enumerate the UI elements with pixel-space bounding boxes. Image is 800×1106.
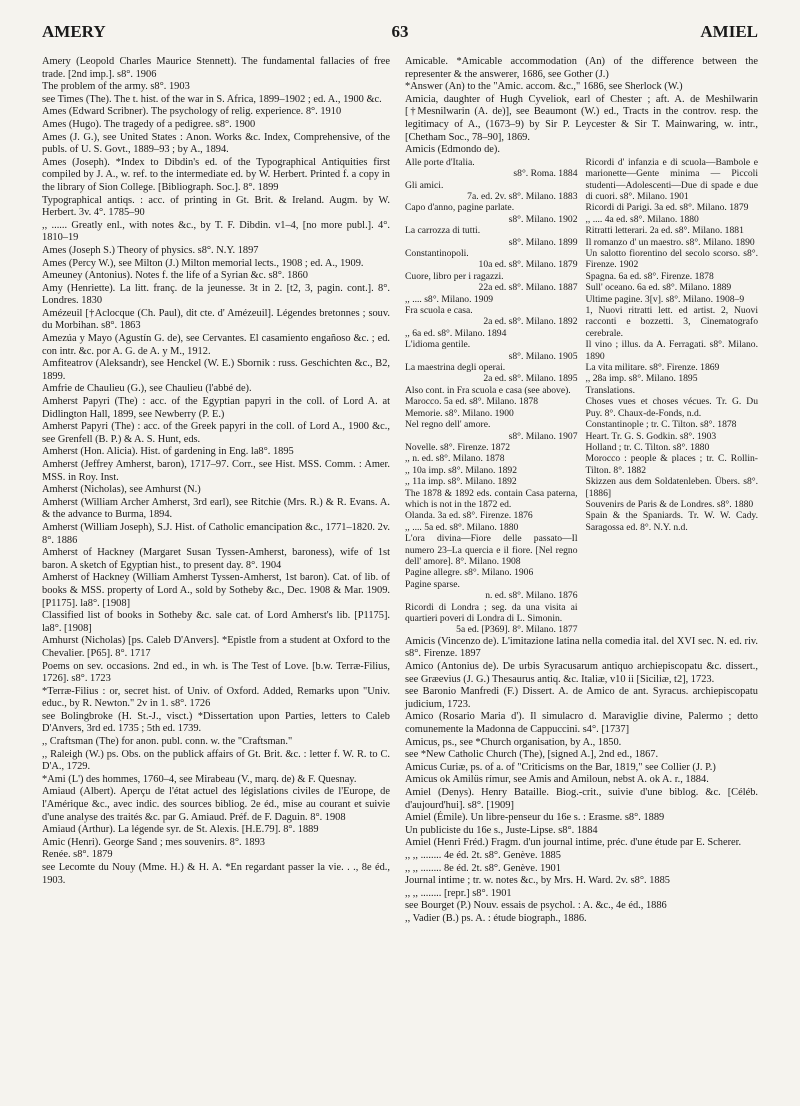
catalogue-entry: Amiaud (Arthur). La légende syr. de St. Alexis. [H.E.79]. 8°. 1889 bbox=[42, 824, 319, 836]
catalogue-entry: Ames (Joseph). *Index to Dibdin's ed. of the Typographical Antiquities first compiled by J. A., w. ref. to the intermediate ed. by W. Herbert. Printed f. a copy in the library of Sion College. [Bibliograph. Soc.]. 8°. 1899 bbox=[42, 156, 390, 193]
catalogue-entry: Amico (Rosario Maria d'). Il simulacro d. Maraviglie divine, Palermo ; detto comunemente la Madonna de Cappuccini. s4°. [1737] bbox=[405, 711, 758, 735]
work-title: Pagine allegre. s8°. Milano. 1906 bbox=[405, 567, 534, 579]
catalogue-entry: see Baronio Manfredi (F.) Dissert. A. de Amico de ant. Syracus. archiepiscopatu judicium, 1723. bbox=[405, 686, 758, 710]
work-title: La carrozza di tutti. bbox=[405, 225, 481, 237]
amicis-work-item: Heart. Tr. G. S. Godkin. s8°. 1903 bbox=[585, 430, 717, 442]
catalogue-entry: Classified list of books in Sotheby &c. sale cat. of Lord Amherst's lib. [P1175]. la8°. [1908] bbox=[42, 610, 390, 634]
catalogue-entry: Amicus, ps., see *Church organisation, by A., 1850. bbox=[405, 736, 622, 748]
catalogue-entry: ,, ,, ........ 4e éd. 2t. s8°. Genève. 1885 bbox=[405, 849, 561, 861]
work-title: L'ora divina—Fiore delle passato—Il numero 23–La quercia e il fiore. [Nel regno dell' amore]. 8°. Milano. 1908 bbox=[405, 533, 578, 567]
amicis-works-block bbox=[405, 157, 758, 636]
amicis-work-item: Holland ; tr. C. Tilton. s8°. 1880 bbox=[585, 441, 710, 453]
work-imprint: 2a ed. s8°. Milano. 1892 bbox=[483, 316, 578, 328]
running-header bbox=[42, 22, 758, 46]
catalogue-entry: Journal intime ; tr. w. notes &c., by Mrs. H. Ward. 2v. s8°. 1885 bbox=[405, 875, 670, 887]
catalogue-entry: Amicis (Vincenzo de). L'imitazione latina nella comedia ital. del XVI sec. N. ed. riv. s8°. Firenze. 1897 bbox=[405, 635, 758, 660]
catalogue-entry: Amfiteatrov (Aleksandr), see Henckel (W. E.) Sbornik : russ. Geschichten &c., B2, 1899. bbox=[42, 358, 390, 382]
work-title: Memorie. s8°. Milano. 1900 bbox=[405, 407, 514, 419]
work-title: Fra scuola e casa. bbox=[405, 305, 473, 317]
work-imprint: s8°. Milano. 1902 bbox=[508, 213, 578, 225]
amicis-work-item bbox=[405, 157, 578, 180]
amicis-work-item bbox=[405, 488, 578, 511]
catalogue-entry: Amezúa y Mayo (Agustín G. de), see Cervantes. El casamiento engañoso &c. ; ed. con intr. &c. por A. G. de A. y M., 1912. bbox=[42, 333, 390, 357]
work-title: ,, 11a imp. s8°. Milano. 1892 bbox=[405, 476, 517, 488]
catalogue-entry: Amherst (Nicholas), see Amhurst (N.) bbox=[42, 484, 201, 496]
work-title: Olanda. 3a ed. s8°. Firenze. 1876 bbox=[405, 510, 533, 522]
catalogue-entry: Amicis (Edmondo de). bbox=[405, 144, 500, 156]
work-title: Ricordi di Londra ; seg. da una visita ai quartieri poveri di Londra di L. Simonin. bbox=[405, 601, 578, 624]
catalogue-entry: Amherst Papyri (The) : acc. of the Greek papyri in the coll. of Lord A., 1900 &c., see Grenfell (B. P.) & A. S. Hunt, eds. bbox=[42, 421, 390, 445]
right-column-bottom bbox=[405, 636, 758, 926]
amicis-work-item bbox=[405, 453, 578, 464]
work-title: ,, .... 5a ed. s8°. Milano. 1880 bbox=[405, 521, 519, 533]
amicis-work-item bbox=[405, 567, 578, 578]
work-title: L'idioma gentile. bbox=[405, 339, 471, 351]
catalogue-entry: Amfrie de Chaulieu (G.), see Chaulieu (l'abbé de). bbox=[42, 383, 252, 395]
amicis-work-item: Il romanzo d' un maestro. s8°. Milano. 1890 bbox=[585, 236, 755, 248]
amicis-works-left bbox=[405, 157, 578, 636]
catalogue-entry: Ames (Percy W.), see Milton (J.) Milton memorial lects., 1908 ; ed. A., 1909. bbox=[42, 257, 364, 269]
amicis-work-item bbox=[405, 225, 578, 248]
work-title: Gli amici. bbox=[405, 179, 444, 191]
work-imprint: 7a. ed. 2v. s8°. Milano. 1883 bbox=[467, 190, 578, 202]
work-imprint: s8°. Milano. 1899 bbox=[508, 236, 578, 248]
amicis-work-item: Skizzen aus dem Soldatenleben. Übers. s8°. [1886] bbox=[585, 476, 758, 499]
catalogue-entry: Ames (Joseph S.) Theory of physics. s8°. N.Y. 1897 bbox=[42, 244, 259, 256]
catalogue-entry: see *New Catholic Church (The), [signed A.], 2nd ed., 1867. bbox=[405, 749, 659, 761]
work-imprint: 2a ed. s8°. Milano. 1895 bbox=[483, 373, 578, 385]
catalogue-entry: Amherst (William Archer Amherst, 3rd earl), see Ritchie (Mrs. R.) & R. Evans. A. & the advance to Burma, 1894. bbox=[42, 496, 390, 521]
catalogue-entry: see Lecomte du Nouy (Mme. H.) & H. A. *En regardant passer la vie. . ., 8e éd., 1903. bbox=[42, 862, 390, 886]
catalogue-entry: Amiaud (Albert). Aperçu de l'état actuel des législations civiles de l'Europe, de l'Amérique &c., avec indic. des sources bibliog. 2e éd., mise au courant et suivie d'une analyse des traités &c. par G. Amiaud. Préf. de F. Daguin. 8°. 1908 bbox=[42, 786, 390, 823]
catalogue-entry: Amiel (Henri Fréd.) Fragm. d'un journal intime, préc. d'une étude par E. Scherer. bbox=[405, 837, 742, 849]
amicis-work-item bbox=[405, 305, 578, 328]
work-title: Also cont. in Fra scuola e casa (see above). bbox=[405, 384, 571, 396]
catalogue-entry: Ames (Hugo). The tragedy of a pedigree. s8°. 1900 bbox=[42, 118, 256, 130]
work-imprint: 5a ed. [P369]. 8°. Milano. 1877 bbox=[456, 624, 578, 636]
catalogue-entry: see Bourget (P.) Nouv. essais de psychol. : A. &c., 4e éd., 1886 bbox=[405, 900, 667, 912]
amicis-work-item: Ricordi d' infanzia e di scuola—Bambole e marionette—Gente minima — Piccoli studenti—Adolescenti—Due di spade e due di cuori. s8°. Milano. 1901 bbox=[585, 156, 758, 202]
catalogue-entry: ,, ,, ........ 8e éd. 2t. s8°. Genève. 1901 bbox=[405, 862, 561, 874]
amicis-work-item: ,, 28a imp. s8°. Milano. 1895 bbox=[585, 373, 698, 385]
work-title: ,, 10a imp. s8°. Milano. 1892 bbox=[405, 464, 518, 476]
left-column bbox=[42, 56, 390, 887]
right-column-top bbox=[405, 56, 758, 157]
work-imprint: s8°. Milano. 1907 bbox=[508, 430, 578, 442]
amicis-work-item bbox=[405, 465, 578, 476]
amicis-work-item bbox=[405, 202, 578, 225]
amicis-work-item bbox=[405, 602, 578, 636]
work-imprint: s8°. Milano. 1905 bbox=[508, 350, 578, 362]
catalogue-entry: Ames (J. G.), see United States : Anon. Works &c. Index, Comprehensive, of the publs. of U. S. Govt., 1889–93 ; by A., 1894. bbox=[42, 131, 390, 156]
amicis-work-item: Ricordi di Parigi. 3a ed. s8°. Milano. 1879 bbox=[585, 202, 749, 214]
catalogue-entry: see Bolingbroke (H. St.-J., visct.) *Dissertation upon Parties, letters to Caleb D'Anvers, 3rd ed. 1735 ; 5th ed. 1739. bbox=[42, 710, 390, 735]
catalogue-entry: Amherst of Hackney (William Amherst Tyssen-Amherst, 1st baron). Cat. of lib. of books & MSS. property of Lord A., sold by Sotheby &c., Dec. 1908 & Mar. 1909. [P1175]. la8°. [1908] bbox=[42, 572, 390, 609]
catalogue-entry: Ames (Edward Scribner). The psychology of relig. experience. 8°. 1910 bbox=[42, 106, 342, 118]
work-title: ,, .... s8°. Milano. 1909 bbox=[405, 293, 494, 305]
amicis-work-item bbox=[405, 385, 578, 396]
amicis-work-item bbox=[405, 579, 578, 602]
catalogue-entry: Amicus Curiæ, ps. of a. of "Criticisms on the Bar, 1819," see Collier (J. P.) bbox=[405, 761, 716, 773]
amicis-work-item: Ritratti letterari. 2a ed. s8°. Milano. 1881 bbox=[585, 225, 744, 237]
catalogue-entry: Amhurst (Nicholas) [ps. Caleb D'Anvers]. *Epistle from a student at Oxford to the Chevalier. [P65]. 8°. 1717 bbox=[42, 635, 390, 659]
catalogue-entry: Amézeuil [†Aclocque (Ch. Paul), dit cte. d' Amézeuil]. Légendes bretonnes ; souv. du Morbihan. s8°. 1863 bbox=[42, 307, 390, 332]
catalogue-entry: Amiel (Denys). Henry Bataille. Biog.-crit., suivie d'une biblog. &c. [Céléb. d'aujourd'hui]. s8°. [1909] bbox=[405, 786, 758, 811]
catalogue-entry: Typographical antiqs. : acc. of printing in Gt. Brit. & Ireland. Augm. by W. Herbert. 3v. 4°. 1785–90 bbox=[42, 194, 390, 219]
work-title: La maestrina degli operai. bbox=[405, 362, 506, 374]
page-number: 63 bbox=[391, 22, 409, 41]
catalogue-entry: Amherst Papyri (The) : acc. of the Egyptian papyri in the coll. of Lord A. at Didlington Hall, 1899, see Newberry (P. E.) bbox=[42, 396, 390, 420]
work-imprint: 22a ed. s8°. Milano. 1887 bbox=[478, 282, 578, 294]
catalogue-entry: Amherst (Hon. Alicia). Hist. of gardening in Eng. la8°. 1895 bbox=[42, 446, 294, 458]
amicis-work-item bbox=[405, 328, 578, 339]
amicis-work-item: Il vino ; illus. da A. Ferragati. s8°. Milano. 1890 bbox=[585, 339, 758, 362]
amicis-work-item bbox=[405, 419, 578, 442]
amicis-work-item: Sull' oceano. 6a ed. s8°. Milano. 1889 bbox=[585, 282, 732, 294]
amicis-work-item: ,, .... 4a ed. s8°. Milano. 1880 bbox=[585, 213, 699, 225]
amicis-work-item bbox=[405, 248, 578, 271]
work-title: The 1878 & 1892 eds. contain Casa paterna, which is not in the 1872 ed. bbox=[405, 487, 578, 510]
catalogue-entry: Amery (Leopold Charles Maurice Stennett). The fundamental fallacies of free trade. [2nd imp.]. s8°. 1906 bbox=[42, 56, 390, 80]
amicis-work-item: Constantinople ; tr. C. Tilton. s8°. 1878 bbox=[585, 419, 737, 431]
work-imprint: 10a ed. s8°. Milano. 1879 bbox=[478, 259, 578, 271]
amicis-work-item bbox=[405, 522, 578, 533]
work-title: Marocco. 5a ed. s8°. Milano. 1878 bbox=[405, 396, 539, 408]
work-title: Cuore, libro per i ragazzi. bbox=[405, 270, 504, 282]
amicis-work-item bbox=[405, 408, 578, 419]
catalogue-entry: ,, ,, ........ [repr.] s8°. 1901 bbox=[405, 887, 512, 899]
amicis-work-item bbox=[405, 533, 578, 567]
catalogue-entry: Amherst (William Joseph), S.J. Hist. of Catholic emancipation &c., 1771–1820. 2v. 8°. 1886 bbox=[42, 521, 390, 546]
catalogue-entry: *Ami (L') des hommes, 1760–4, see Mirabeau (V., marq. de) & F. Quesnay. bbox=[42, 773, 357, 785]
catalogue-entry: Amy (Henriette). La litt. franç. de la jeunesse. 3t in 2. [t2, 3, pagin. cont.]. 8°. Londres. 1830 bbox=[42, 282, 390, 307]
amicis-works-right bbox=[586, 157, 759, 636]
header-right-word: AMIEL bbox=[700, 22, 758, 41]
catalogue-entry: ,, Raleigh (W.) ps. Obs. on the publick affairs of Gt. Brit. &c. : letter f. W. R. to C. D'A., 1729. bbox=[42, 748, 390, 773]
catalogue-entry: Amic (Henri). George Sand ; mes souvenirs. 8°. 1893 bbox=[42, 836, 265, 848]
catalogue-entry: Amicus ok Amilüs rímur, see Amis and Amiloun, nebst A. ok A. r., 1884. bbox=[405, 774, 709, 786]
catalogue-entry: Amherst (Jeffrey Amherst, baron), 1717–97. Corr., see Hist. MSS. Comm. : Amer. MSS. in Roy. Inst. bbox=[42, 459, 390, 483]
amicis-work-item: Ultime pagine. 3[v]. s8°. Milano. 1908–9 bbox=[585, 293, 745, 305]
work-title: ,, n. ed. s8°. Milano. 1878 bbox=[405, 453, 505, 465]
amicis-work-item bbox=[405, 339, 578, 362]
work-title: Alle porte d'Italia. bbox=[405, 156, 475, 168]
work-title: Novelle. s8°. Firenze. 1872 bbox=[405, 441, 511, 453]
catalogue-entry: Ameuney (Antonius). Notes f. the life of a Syrian &c. s8°. 1860 bbox=[42, 270, 308, 282]
amicis-work-item: Translations. bbox=[585, 384, 635, 396]
amicis-work-item: La vita militare. s8°. Firenze. 1869 bbox=[585, 362, 720, 374]
catalogue-entry: ,, Vadier (B.) ps. A. : étude biograph., 1886. bbox=[405, 912, 587, 924]
work-title: Pagine sparse. bbox=[405, 578, 460, 590]
amicis-work-item bbox=[405, 294, 578, 305]
catalogue-entry: Un publiciste du 16e s., Juste-Lipse. s8°. 1884 bbox=[405, 824, 598, 836]
catalogue-entry: Renée. s8°. 1879 bbox=[42, 849, 113, 861]
amicis-work-item bbox=[405, 442, 578, 453]
catalogue-entry: *Answer (An) to the "Amic. accom. &c.," 1686, see Sherlock (W.) bbox=[405, 81, 683, 93]
catalogue-entry: Amicable. *Amicable accommodation (An) of the difference between the representer & the answerer, 1686, see Gother (J.) bbox=[405, 56, 758, 80]
amicis-work-item bbox=[405, 271, 578, 294]
amicis-work-item bbox=[405, 396, 578, 407]
catalogue-entry: *Terræ-Filius : or, secret hist. of Univ. of Oxford. Added, Remarks upon "Univ. educ., by R. Newton." 2v in 1. s8°. 1726 bbox=[42, 685, 390, 710]
work-imprint: n. ed. s8°. Milano. 1876 bbox=[485, 590, 578, 602]
amicis-work-item bbox=[405, 510, 578, 521]
work-title: Constantinopoli. bbox=[405, 248, 469, 259]
amicis-work-item: Un salotto fiorentino del secolo scorso. s8°. Firenze. 1902 bbox=[585, 248, 758, 271]
catalogue-entry: ,, ...... Greatly enl., with notes &c., by T. F. Dibdin. v1–4, [no more publ.]. 4°. 1810–19 bbox=[42, 219, 390, 244]
catalogue-entry: Poems on sev. occasions. 2nd ed., in wh. is The Test of Love. [b.w. Terræ-Filius, 1726]. s8°. 1723 bbox=[42, 660, 390, 685]
amicis-work-item: 1, Nuovi ritratti lett. ed artist. 2, Nuovi racconti e bozzetti. 3, Cinematografo cerebrale. bbox=[585, 305, 758, 339]
amicis-work-item bbox=[405, 362, 578, 385]
header-left-word: AMERY bbox=[42, 22, 106, 41]
catalogue-entry: ,, Craftsman (The) for anon. publ. conn. w. the "Craftsman." bbox=[42, 736, 293, 748]
amicis-work-item: Souvenirs de Paris & de Londres. s8°. 1880 bbox=[585, 498, 754, 510]
work-title: Capo d'anno, pagine parlate. bbox=[405, 202, 515, 214]
catalogue-entry: Amicia, daughter of Hugh Cyveliok, earl of Chester ; aft. A. de Meshilwarin [†Mesnilwarin (A. de)], see Beaumont (W.) ed., Tracts in the controv. resp. the legitimacy of A., (1673–9) by Sir P. Leycester & Sir T. Mainwaring, w. intr., [Chetham Soc., 78–90], 1869. bbox=[405, 93, 758, 143]
catalogue-entry: Amherst of Hackney (Margaret Susan Tyssen-Amherst, baroness), wife of 1st baron. A sketch of Egyptian hist., to present day. 8°. 1904 bbox=[42, 547, 390, 571]
right-column bbox=[405, 56, 758, 925]
amicis-work-item: Choses vues et choses vécues. Tr. G. Du Puy. 8°. Chaux-de-Fonds, n.d. bbox=[585, 396, 758, 419]
catalogue-entry: see Times (The). The t. hist. of the war in S. Africa, 1899–1902 ; ed. A., 1900 &c. bbox=[42, 93, 382, 105]
work-title: ,, 6a ed. s8°. Milano. 1894 bbox=[405, 327, 507, 339]
catalogue-entry: Amiel (Émile). Un libre-penseur du 16e s. : Erasme. s8°. 1889 bbox=[405, 812, 665, 824]
amicis-work-item: Spagna. 6a ed. s8°. Firenze. 1878 bbox=[585, 270, 714, 282]
work-imprint: s8°. Roma. 1884 bbox=[513, 168, 578, 180]
amicis-work-item: Morocco : people & places ; tr. C. Rollin-Tilton. 8°. 1882 bbox=[585, 453, 758, 476]
amicis-work-item bbox=[405, 180, 578, 203]
catalogue-entry: Amico (Antonius de). De urbis Syracusarum antiquo archiepiscopatu &c. dissert., see Græevius (J. G.) Thesaurus antiq. &c. Italiæ, v10 ii [Siciliæ, t2], 1723. bbox=[405, 661, 758, 685]
amicis-work-item: Spain & the Spaniards. Tr. W. W. Cady. Saragossa ed. 8°. N.Y. n.d. bbox=[585, 510, 758, 533]
work-title: Nel regno dell' amore. bbox=[405, 419, 491, 431]
catalogue-entry: The problem of the army. s8°. 1903 bbox=[42, 81, 190, 93]
amicis-work-item bbox=[405, 476, 578, 487]
